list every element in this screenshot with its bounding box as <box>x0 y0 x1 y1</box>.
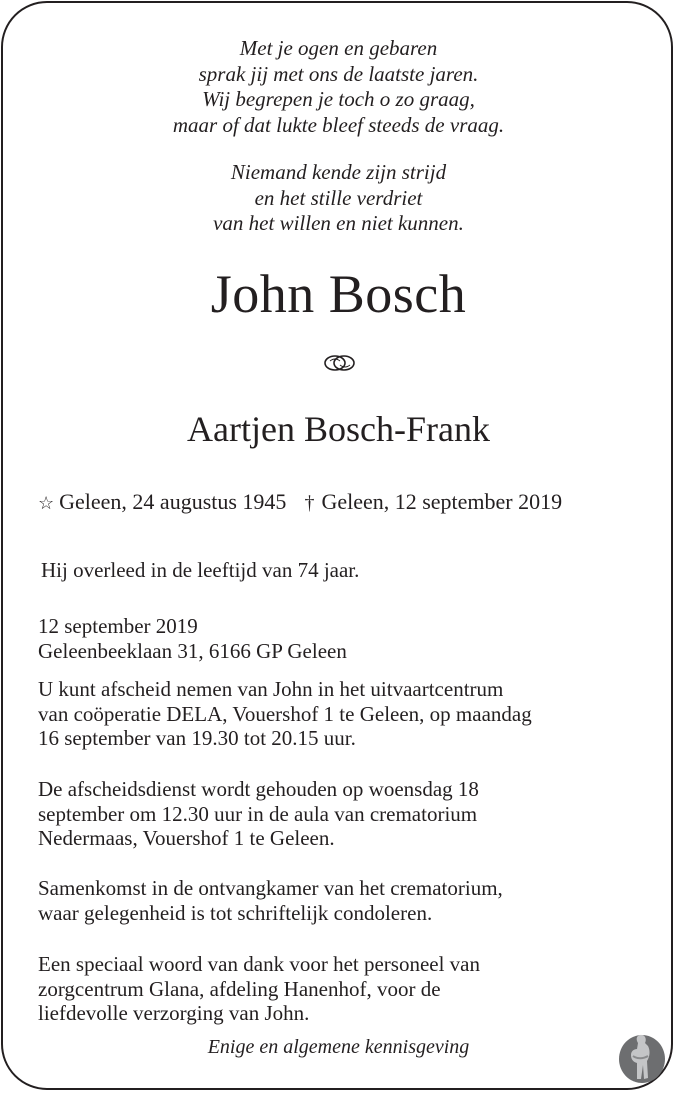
text-line: zorgcentrum Glana, afdeling Hanenhof, voor de <box>38 976 441 1001</box>
text-line: Samenkomst in de ontvangkamer van het crematorium, <box>38 876 503 900</box>
text-line: september om 12.30 uur in de aula van crematorium <box>38 801 478 826</box>
spouse-name: Aartjen Bosch-Frank <box>187 409 490 449</box>
poem-line: sprak jij met ons de laatste jaren. <box>198 61 479 86</box>
poem-line: van het willen en niet kunnen. <box>213 211 464 235</box>
text-line: 16 september van 19.30 tot 20.15 uur. <box>38 726 356 750</box>
life-dates <box>38 488 648 517</box>
dela-logo-icon <box>618 1032 666 1084</box>
paragraph-farewell <box>38 677 648 751</box>
closing-notice: Enige en algemene kennisgeving <box>207 1036 470 1058</box>
deceased-name: John Bosch <box>210 264 467 324</box>
birth-date: Geleen, 24 augustus 1945 <box>59 489 287 514</box>
poem-stanza-1 <box>0 36 677 138</box>
paragraph-thanks <box>38 952 648 1026</box>
poem-line: Met je ogen en gebaren <box>239 36 438 60</box>
text-line: van coöperatie DELA, Vouershof 1 te Geleen, op maandag <box>38 701 532 726</box>
age-line: Hij overleed in de leeftijd van 74 jaar. <box>41 558 360 582</box>
address-date: 12 september 2019 <box>38 614 198 638</box>
text-line: U kunt afscheid nemen van John in het uitvaartcentrum <box>38 677 504 701</box>
address-block <box>38 614 648 663</box>
text-line: De afscheidsdienst wordt gehouden op woensdag 18 <box>38 777 479 801</box>
paragraph-gathering <box>38 876 648 925</box>
wedding-rings-icon <box>322 353 358 373</box>
text-line: Een speciaal woord van dank voor het personeel van <box>38 952 481 976</box>
poem-stanza-2 <box>0 160 677 237</box>
poem-line: Niemand kende zijn strijd <box>230 160 447 184</box>
poem-line: Wij begrepen je toch o zo graag, <box>202 87 475 111</box>
death-date: Geleen, 12 september 2019 <box>321 489 563 514</box>
poem-line: maar of dat lukte bleef steeds de vraag. <box>172 112 505 137</box>
text-line: waar gelegenheid is tot schriftelijk condoleren. <box>38 900 433 925</box>
birth-star-icon: ☆ <box>38 493 55 513</box>
address-street: Geleenbeeklaan 31, 6166 GP Geleen <box>38 638 347 663</box>
text-line: liefdevolle verzorging van John. <box>38 1001 310 1025</box>
age-text <box>41 558 651 583</box>
paragraph-service <box>38 777 648 851</box>
death-cross-icon: † <box>304 492 315 514</box>
text-line: Nedermaas, Vouershof 1 te Geleen. <box>38 826 335 850</box>
poem-line: en het stille verdriet <box>254 185 423 210</box>
